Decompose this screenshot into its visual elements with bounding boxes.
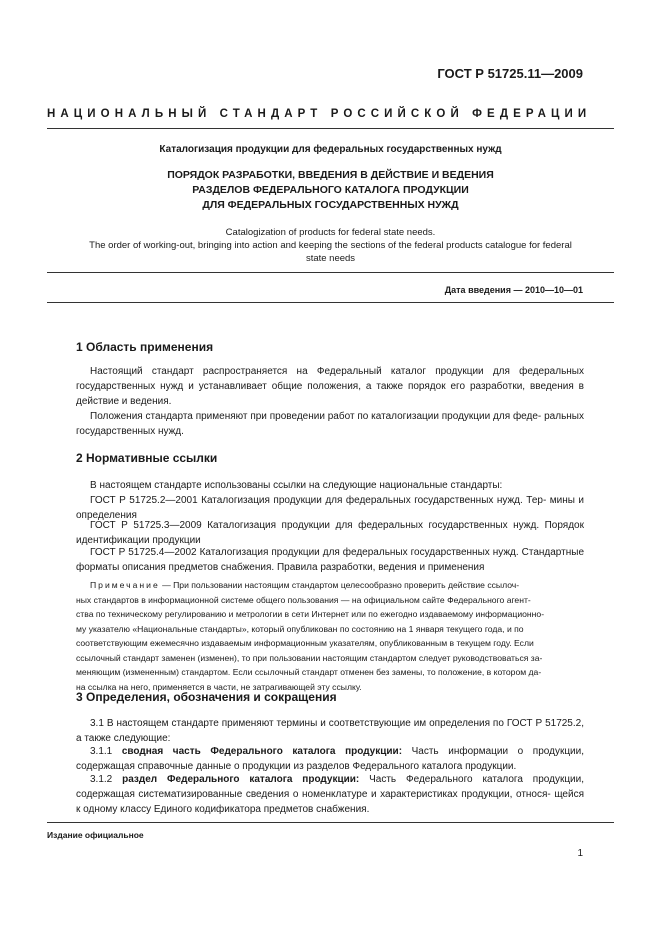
text-line: Стандартные форматы описания предметов снабжения. Правила разработки, ведения и применения: [76, 547, 585, 573]
definition-number: 3.1.1: [90, 746, 122, 757]
text-line: содержащая справочные данные о продукции из разделов Федерального каталога продукции.: [76, 761, 517, 772]
note-block: [76, 578, 584, 694]
section-1-heading: 1 Область применения: [76, 340, 214, 354]
definition-3-1-2: [76, 772, 584, 817]
text-line: мины и определения: [76, 495, 584, 521]
english-title-line: Catalogization of products for federal state needs.: [225, 227, 436, 238]
page-number: 1: [577, 848, 583, 859]
english-title: [47, 226, 614, 265]
definition-number: 3.1.2: [90, 774, 123, 785]
note-text: — При пользовании настоящим стандартом целесообразно проверить действие ссылоч-: [159, 580, 520, 590]
text-line: Положения стандарта применяют при проведении работ по каталогизации продукции для феде-: [90, 411, 542, 422]
section-1-paragraph-2: [76, 409, 584, 439]
section-1-paragraph-1: [76, 364, 584, 409]
note-line: ных стандартов в информационной системе общего пользования — на официальном сайте Федерального агент-: [76, 594, 531, 605]
text-line: ГОСТ Р 51725.2, а также следующие:: [76, 718, 584, 744]
note-label: Примечание: [90, 580, 160, 590]
title-line: РАЗДЕЛОВ ФЕДЕРАЛЬНОГО КАТАЛОГА ПРОДУКЦИИ: [192, 184, 469, 196]
note-line: [76, 578, 584, 593]
note-line: ссылочный стандарт заменен (изменен), то при пользовании настоящим стандартом следует руководствоваться за-: [76, 652, 543, 663]
definition-text: Часть Федерального каталога продукции,: [359, 774, 584, 785]
text-line: 3.1 В настоящем стандарте применяют термины и соответствующие им определения по: [90, 718, 504, 729]
section-2-intro: В настоящем стандарте использованы ссылки на следующие национальные стандарты:: [90, 480, 503, 491]
note-line: меняющим (измененным) стандартом. Если ссылочный стандарт отменен без замены, то положение, в котором да-: [76, 667, 542, 677]
text-line: щейся к одному классу Единого кодификатора предметов снабжения.: [76, 789, 584, 815]
text-line: ГОСТ Р 51725.2—2001 Каталогизация продукции для федеральных государственных нужд. Тер-: [90, 495, 547, 506]
document-title: [47, 168, 614, 213]
gost-number: ГОСТ Р 51725.11—2009: [437, 66, 583, 81]
definition-3-1-1: [76, 744, 584, 774]
national-standard-banner: НАЦИОНАЛЬНЫЙ СТАНДАРТ РОССИЙСКОЙ ФЕДЕРАЦИИ: [47, 108, 592, 120]
text-line: государственных нужд и устанавливает общие положения, а также порядок его разработки, введения в: [76, 381, 584, 392]
section-3-heading: 3 Определения, обозначения и сокращения: [76, 690, 337, 704]
title-divider: [47, 272, 614, 273]
note-line: соответствующим ежемесячно издаваемым информационным указателям, опубликованным в текущем году. Если: [76, 638, 534, 648]
text-line: содержащая систематизированные сведения о номенклатуре и характеристиках продукции, относя-: [76, 789, 551, 800]
top-divider: [47, 128, 614, 129]
section-2-heading: 2 Нормативные ссылки: [76, 451, 218, 465]
definition-term: раздел Федерального каталога продукции:: [122, 774, 360, 785]
text-line: Настоящий стандарт распространяется на Федеральный каталог продукции для федеральных: [90, 366, 584, 377]
text-line: ГОСТ Р 51725.4—2002 Каталогизация продукции для федеральных государственных нужд.: [90, 547, 519, 558]
reference-2: [76, 518, 584, 548]
title-line: ДЛЯ ФЕДЕРАЛЬНЫХ ГОСУДАРСТВЕННЫХ НУЖД: [202, 199, 459, 211]
text-line: ГОСТ Р 51725.3—2009 Каталогизация продукции для федеральных государственных нужд.: [90, 520, 540, 531]
official-edition-label: Издание официальное: [47, 830, 144, 840]
title-line: ПОРЯДОК РАЗРАБОТКИ, ВВЕДЕНИЯ В ДЕЙСТВИЕ И ВЕДЕНИЯ: [167, 169, 494, 181]
introduction-date: Дата введения — 2010—10—01: [444, 285, 583, 295]
definition-term: сводная часть Федерального каталога продукции:: [121, 746, 403, 757]
note-line: му указателю «Национальные стандарты», который опубликован по состоянию на 1 января текущего года, и по: [76, 623, 524, 634]
subtitle: Каталогизация продукции для федеральных государственных нужд: [159, 144, 502, 155]
english-title-line: The order of working-out, bringing into action and keeping the sections of the federal products catalogue for federal: [89, 240, 572, 251]
note-line: на ссылка на него, применяется в части, не затрагивающей эту ссылку.: [76, 681, 362, 692]
english-title-line: state needs: [305, 253, 356, 264]
text-line: ральных государственных нужд.: [76, 411, 584, 437]
definition-text: Часть информации о продукции,: [402, 746, 584, 757]
text-line: Порядок идентификации продукции: [76, 520, 584, 546]
reference-3: [76, 545, 584, 575]
section-3-paragraph-1: [76, 716, 584, 746]
note-line: ства по техническому регулированию и метрологии в сети Интернет или по ежегодно издаваемому информационно-: [76, 609, 545, 619]
date-divider: [47, 302, 614, 303]
text-line: действие и ведения.: [76, 396, 172, 407]
footer-divider: [47, 822, 614, 823]
